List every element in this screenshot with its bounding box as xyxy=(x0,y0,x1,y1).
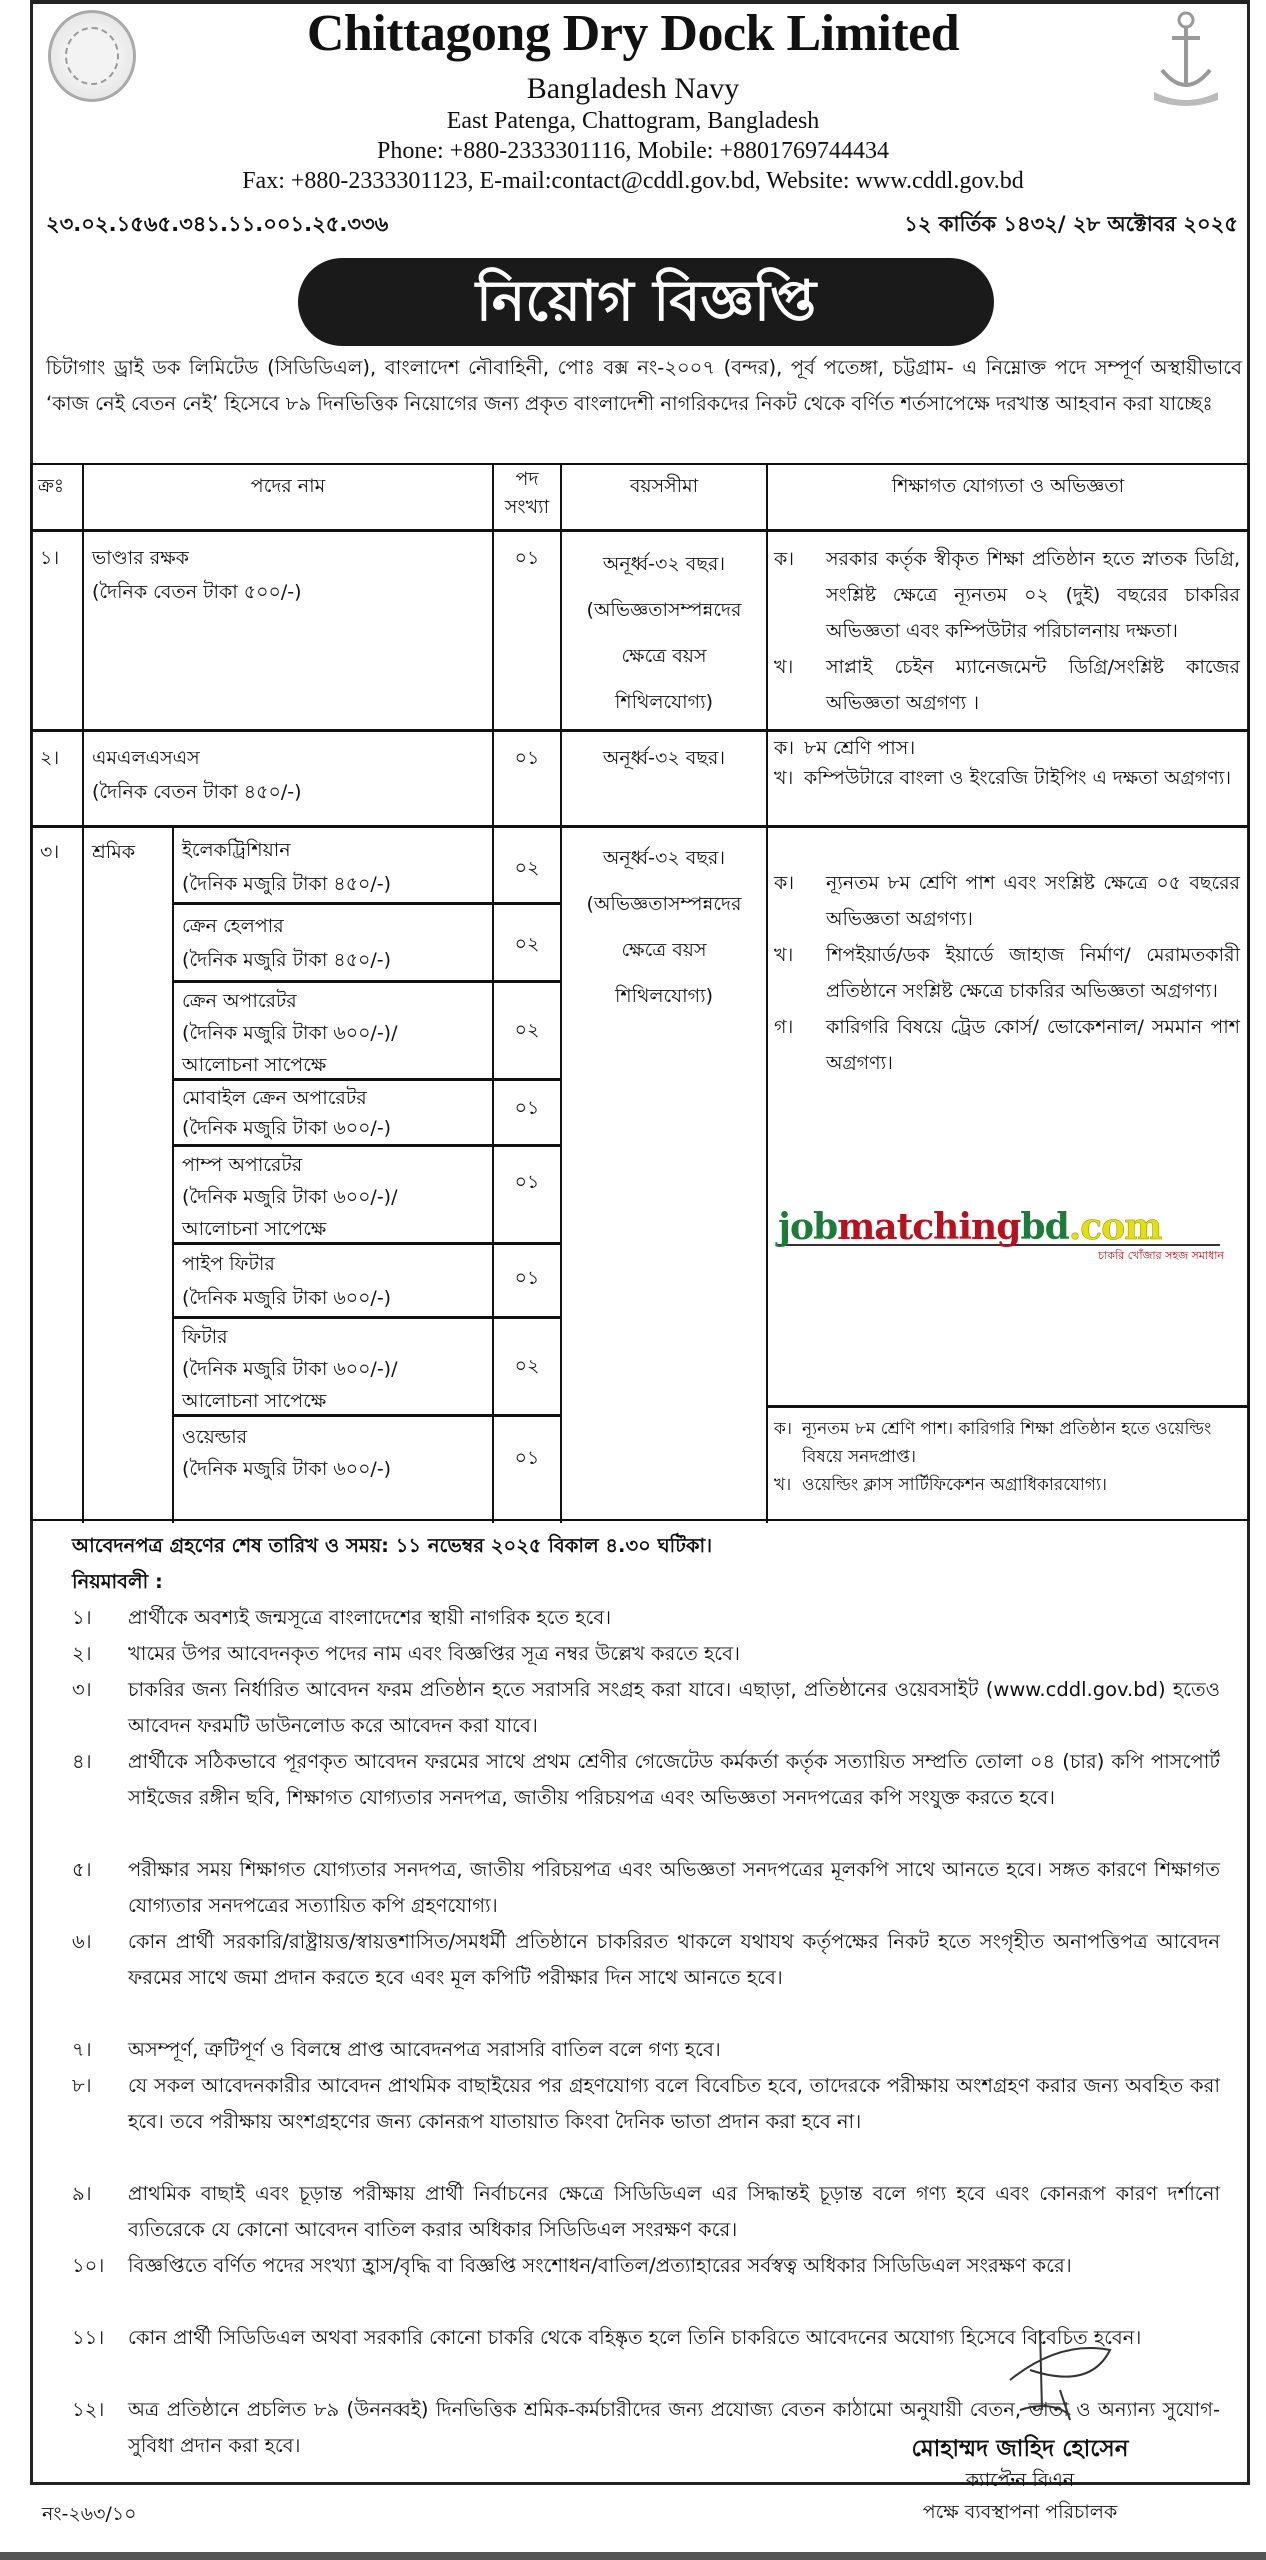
post-count: ০১ xyxy=(514,1097,540,1119)
qualification-item: খ। কম্পিউটারে বাংলা ও ইংরেজি টাইপিং এ দক্ষতা অগ্রগণ্য। xyxy=(774,767,1232,789)
qualification-item: ক। ৮ম শ্রেণি পাস। xyxy=(774,737,916,759)
signature-scribble-icon xyxy=(970,2330,1120,2430)
col-qualification: শিক্ষাগত যোগ্যতা ও অভিজ্ঞতা xyxy=(891,475,1125,497)
post-count: ০২ xyxy=(514,857,540,879)
post-pay: (দৈনিক মজুরি টাকা ৬০০/-) xyxy=(182,1458,392,1480)
application-deadline: আবেদনপত্র গ্রহণের শেষ তারিখ ও সময়: ১১ নভেম্বর ২০২৫ বিকাল ৪.৩০ ঘটিকা। xyxy=(72,1534,713,1557)
watermark-text: bd xyxy=(1020,1206,1069,1248)
rule-item: ৯। প্রাথমিক বাছাই এবং চূড়ান্ত পরীক্ষায় প্রার্থী নির্বাচনের ক্ষেত্রে সিডিডিএল এর সিদ্ধান্তই চূড়ান্ত বলে গণ্য হবে এবং কোনরূপ কারণ দর্শানো ব্যতিরেকে যে কোনো আবেদন বাতিল করার অধিকার সিডিডিএল সংরক্ষণ করে। xyxy=(72,2182,1220,2241)
subpost-mobile-crane-operator xyxy=(182,1083,488,1143)
intro-paragraph: চিটাগাং ড্রাই ডক লিমিটেড (সিডিডিএল), বাংলাদেশ নৌবাহিনী, পোঃ বক্স নং-২০০৭ (বন্দর), পূর্ব পতেঙ্গা, চট্টগ্রাম- এ নিম্নোক্ত পদে সম্পূর্ণ অস্থায়ীভাবে ‘কাজ নেই বেতন নেই’ হিসেবে ৮৯ দিনভিত্তিক নিয়োগের জন্য প্রকৃত বাংলাদেশী নাগরিকদের নিকট থেকে বর্ণিত শর্তসাপেক্ষে দরখাস্ত আহবান করা যাচ্ছেঃ xyxy=(46,356,1242,415)
vacancy-table xyxy=(30,463,1250,1521)
rule-item: ৪। প্রার্থীকে সঠিকভাবে পূরণকৃত আবেদন ফরমের সাথে প্রথম শ্রেণীর গেজেটেড কর্মকর্তা কর্তৃক সত্যায়িত সম্প্রতি তোলা ০৪ (চার) কপি পাসপোর্ট সাইজের রঙ্গীন ছবি, শিক্ষাগত যোগ্যতার সনদপত্র, জাতীয় পরিচয়পত্র এবং অভিজ্ঞতা সনদপত্রের কপি সংযুক্ত করতে হবে। xyxy=(72,1750,1220,1809)
post-pay: (দৈনিক মজুরি টাকা ৬০০/-) xyxy=(182,1287,392,1309)
post-count: ০১ xyxy=(514,1267,540,1289)
qualification-item: ক। ন্যূনতম ৮ম শ্রেণি পাশ এবং সংশ্লিষ্ট ক্ষেত্রে ০৫ বছরের অভিজ্ঞতা অগ্রগণ্য। xyxy=(774,872,1240,930)
qualification-item: গ। কারিগরি বিষয়ে ট্রেড কোর্স/ ভোকেশনাল/ সমমান পাশ অগ্রগণ্য। xyxy=(774,1016,1240,1074)
rule-item: ৬। কোন প্রার্থী সরকারি/রাষ্ট্রায়ত্ত/স্বায়ত্তশাসিত/সমধর্মী প্রতিষ্ঠানে চাকরিরত থাকলে যথাযথ কর্তৃপক্ষের নিকট হতে সংগৃহীত অনাপত্তিপত্র আবেদন ফরমের সাথে জমা প্রদান করতে হবে এবং মূল কপিটি পরীক্ষার দিন সাথে আনতে হবে। xyxy=(72,1930,1220,1989)
rule-item: ৭। অসম্পূর্ণ, ত্রুটিপূর্ণ ও বিলম্বে প্রাপ্ত আবেদনপত্র সরাসরি বাতিল বলে গণ্য হবে। xyxy=(72,2038,721,2061)
page-bottom-rule xyxy=(0,2552,1266,2560)
subpost-pipe-fitter xyxy=(182,1247,488,1315)
post-pay: (দৈনিক মজুরি টাকা ৬০০/-)/ xyxy=(182,1358,398,1380)
post-count: ০২ xyxy=(514,1019,540,1041)
post-pay: (দৈনিক মজুরি টাকা ৬০০/-)/ xyxy=(182,1022,398,1044)
subpost-fitter xyxy=(182,1321,488,1417)
parent-org: Bangladesh Navy xyxy=(526,72,740,105)
watermark-text: .com xyxy=(1068,1206,1162,1248)
notice-date: ১২ কার্তিক ১৪৩২/ ২৮ অক্টোবর ২০২৫ xyxy=(904,212,1238,236)
watermark-text: matching xyxy=(837,1206,1021,1248)
col-age-limit: বয়সসীমা xyxy=(629,475,699,497)
post-name: এমএলএসএস xyxy=(92,747,200,769)
post-count: ০১ xyxy=(514,547,540,569)
post-name: ফিটার xyxy=(182,1326,228,1348)
post-pay: (দৈনিক মজুরি টাকা ৪৫০/-) xyxy=(182,873,392,895)
rule-item: ১। প্রার্থীকে অবশ্যই জন্মসূত্রে বাংলাদেশের স্থায়ী নাগরিক হতে হবে। xyxy=(72,1606,612,1629)
rule-item: ৮। যে সকল আবেদনকারীর আবেদন প্রাথমিক বাছাইয়ের পর গ্রহণযোগ্য বলে বিবেচিত হবে, তাদেরকে পরীক্ষায় অংশগ্রহণ করার জন্য অবহিত করা হবে। তবে পরীক্ষায় অংশগ্রহণের জন্য কোনরূপ যাতায়াত কিংবা দৈনিক ভাতা প্রদান করা হবে না। xyxy=(72,2074,1220,2133)
notice-title-banner: নিয়োগ বিজ্ঞপ্তি xyxy=(298,258,994,346)
memo-reference: ২৩.০২.১৫৬৫.৩৪১.১১.০০১.২৫.৩৩৬ xyxy=(46,212,389,236)
watermark-text: job xyxy=(778,1206,838,1248)
rule-item: ২। খামের উপর আবেদনকৃত পদের নাম এবং বিজ্ঞপ্তির সূত্র নম্বর উল্লেখ করতে হবে। xyxy=(72,1642,740,1665)
post-count: ০১ xyxy=(514,1447,540,1469)
rule-item: ৩। চাকরির জন্য নির্ধারিত আবেদন ফরম প্রতিষ্ঠান হতে সরাসরি সংগ্রহ করা যাবে। এছাড়া, প্রতিষ্ঠানের ওয়েবসাইট (www.cddl.gov.bd) হতেও আবেদন ফরমটি ডাউনলোড করে আবেদন করা যাবে। xyxy=(72,1678,1220,1737)
row-serial: ২। xyxy=(40,747,60,769)
post-note: আলোচনা সাপেক্ষে xyxy=(182,1390,327,1412)
post-count: ০২ xyxy=(514,1355,540,1377)
age-limit: অনূর্ধ্ব-৩২ বছর। xyxy=(602,553,726,575)
org-contact: Fax: +880-2333301123, E-mail:contact@cddl.gov.bd, Website: www.cddl.gov.bd xyxy=(242,168,1024,194)
row-serial: ৩। xyxy=(40,841,60,863)
age-note: শিথিলযোগ্য) xyxy=(614,985,714,1007)
rule-item: ৫। পরীক্ষার সময় শিক্ষাগত যোগ্যতার সনদপত্র, জাতীয় পরিচয়পত্র এবং অভিজ্ঞতা সনদপত্রের মূলকপি সাথে আনতে হবে। সঙ্গত কারণে শিক্ষাগত যোগ্যতার সনদপত্রের সত্যায়িত কপি গ্রহণযোগ্য। xyxy=(72,1858,1220,1917)
rule-item: ১২। অত্র প্রতিষ্ঠানে প্রচলিত ৮৯ (উননব্বই) দিনভিত্তিক শ্রমিক-কর্মচারীদের জন্য প্রযোজ্য বেতন কাঠামো অনুযায়ী বেতন, ভাতা ও অন্যান্য সুযোগ-সুবিধা প্রদান করা হবে। xyxy=(72,2398,1220,2457)
watermark-tagline: চাকরি খোঁজার সহজ সমাধান xyxy=(1098,1249,1224,1262)
age-limit: অনূর্ধ্ব-৩২ বছর। xyxy=(602,747,726,769)
subpost-welder xyxy=(182,1421,488,1485)
qualification-item: খ। শিপইয়ার্ড/ডক ইয়ার্ডে জাহাজ নির্মাণ/ মেরামতকারী প্রতিষ্ঠানে সংশ্লিষ্ট ক্ষেত্রে চাকরির অভিজ্ঞতা অগ্রগণ্য। xyxy=(774,944,1240,1002)
col-post-name: পদের নাম xyxy=(250,475,326,497)
col-post-count-1: পদ xyxy=(515,468,539,490)
signatory-rank: ক্যাপ্টেন বিএন xyxy=(965,2469,1075,2491)
post-count: ০১ xyxy=(514,747,540,769)
rules-heading: নিয়মাবলী : xyxy=(72,1570,163,1593)
age-note: (অভিজ্ঞতাসম্পন্নদের xyxy=(586,893,742,915)
post-name: ইলেকট্রিশিয়ান xyxy=(182,839,291,861)
subpost-electrician xyxy=(182,833,488,901)
post-name: মোবাইল ক্রেন অপারেটর xyxy=(182,1087,367,1109)
org-name: Chittagong Dry Dock Limited xyxy=(306,5,960,62)
welder-qualification-item: খ। ওয়েল্ডিং ক্লাস সার্টিফিকেশন অগ্রাধিকারযোগ্য। xyxy=(774,1475,1107,1495)
col-post-count-2: সংখ্যা xyxy=(504,496,550,518)
subpost-crane-helper xyxy=(182,909,488,977)
memo-number: নং-২৬৩/১০ xyxy=(42,2503,137,2525)
post-pay: (দৈনিক মজুরি টাকা ৪৫০/-) xyxy=(182,949,392,971)
post-count: ০২ xyxy=(514,933,540,955)
post-pay: (দৈনিক বেতন টাকা ৪৫০/-) xyxy=(92,781,302,803)
subpost-crane-operator xyxy=(182,985,488,1081)
post-name: ক্রেন হেলপার xyxy=(182,915,284,937)
row-serial: ১। xyxy=(40,547,60,569)
age-limit: অনূর্ধ্ব-৩২ বছর। xyxy=(602,847,726,869)
jobmatchingbd-watermark xyxy=(778,1206,1224,1266)
post-name: ওয়েল্ডার xyxy=(182,1426,248,1448)
subpost-pump-operator xyxy=(182,1149,488,1245)
age-note: ক্ষেত্রে বয়স xyxy=(621,939,707,961)
signatory-role: পক্ষে ব্যবস্থাপনা পরিচালক xyxy=(922,2501,1118,2523)
age-note: (অভিজ্ঞতাসম্পন্নদের xyxy=(586,599,742,621)
rule-item: ১১। কোন প্রার্থী সিডিডিএল অথবা সরকারি কোনো চাকরি থেকে বহিষ্কৃত হলে তিনি চাকরিতে আবেদনের অযোগ্য হিসেবে বিবেচিত হবেন। xyxy=(72,2326,1142,2349)
post-category: শ্রমিক xyxy=(92,841,136,863)
signatory-name: মোহাম্মদ জাহিদ হোসেন xyxy=(911,2436,1129,2462)
post-name: ক্রেন অপারেটর xyxy=(182,990,297,1012)
post-pay: (দৈনিক মজুরি টাকা ৬০০/-)/ xyxy=(182,1186,398,1208)
org-phone: Phone: +880-2333301116, Mobile: +8801769744434 xyxy=(377,138,889,164)
post-name: পাইপ ফিটার xyxy=(182,1253,275,1275)
qualification-item: খ। সাপ্লাই চেইন ম্যানেজমেন্ট ডিগ্রি/সংশ্লিষ্ট কাজের অভিজ্ঞতা অগ্রগণ্য । xyxy=(774,656,1240,714)
post-count: ০১ xyxy=(514,1171,540,1193)
qualification-item: ক। সরকার কর্তৃক স্বীকৃত শিক্ষা প্রতিষ্ঠান হতে স্নাতক ডিগ্রি, সংশ্লিষ্ট ক্ষেত্রে ন্যূনতম ০২ (দুই) বছরের চাকরির অভিজ্ঞতা এবং কম্পিউটার পরিচালনায় দক্ষতা। xyxy=(774,548,1240,642)
org-address: East Patenga, Chattogram, Bangladesh xyxy=(446,108,820,134)
post-pay: (দৈনিক মজুরি টাকা ৬০০/-) xyxy=(182,1117,392,1139)
rule-item: ১০। বিজ্ঞপ্তিতে বর্ণিত পদের সংখ্যা হ্রাস/বৃদ্ধি বা বিজ্ঞপ্তি সংশোধন/বাতিল/প্রত্যাহারের সর্বস্বত্ব অধিকার সিডিডিএল সংরক্ষণ করে। xyxy=(72,2254,1072,2277)
post-note: আলোচনা সাপেক্ষে xyxy=(182,1218,327,1240)
age-note: শিথিলযোগ্য) xyxy=(614,691,714,713)
col-serial: ক্রঃ xyxy=(38,475,65,497)
post-name: ভাণ্ডার রক্ষক xyxy=(92,547,189,569)
welder-qualification-item: ক। ন্যূনতম ৮ম শ্রেণি পাশ। কারিগরি শিক্ষা প্রতিষ্ঠান হতে ওয়েল্ডিং বিষয়ে সনদপ্রাপ্ত। xyxy=(774,1419,1212,1467)
post-note: আলোচনা সাপেক্ষে xyxy=(182,1054,327,1076)
post-name: পাম্প অপারেটর xyxy=(182,1154,303,1176)
post-pay: (দৈনিক বেতন টাকা ৫০০/-) xyxy=(92,581,302,603)
age-note: ক্ষেত্রে বয়স xyxy=(621,645,707,667)
